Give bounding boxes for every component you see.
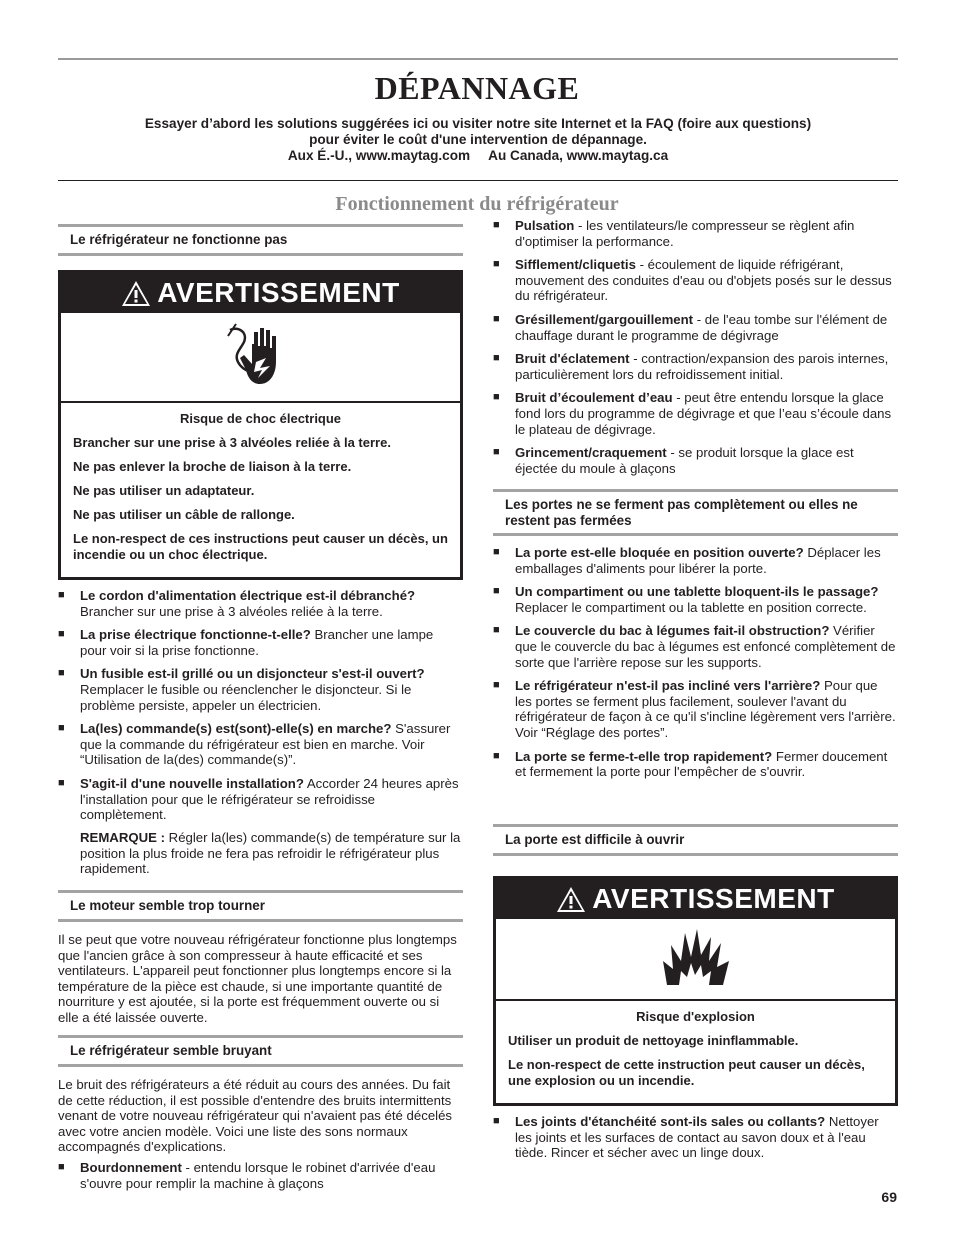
note-text: Régler la(les) commande(s) de température sur la position la plus froide ne fera pas refroidir le réfrigérateur plus rapidement. (80, 830, 461, 877)
list-item: ■ Bruit d’écoulement d’eau - peut être entendu lorsque la glace fond lors du programme de dégivrage et que l’eau s’écoule dans le plateau de dégivrage. (493, 390, 898, 437)
checklist-door-hard (493, 1114, 898, 1169)
intro-line-1: Essayer d’abord les solutions suggérées ici ou visiter notre site Internet et la FAQ (foire aux questions) (144, 116, 812, 131)
intro-line-2: pour éviter le coût d'une intervention de dépannage. (309, 131, 647, 147)
list-item: ■ Pulsation - les ventilateurs/le compresseur se règlent afin d'optimiser la performance. (493, 218, 898, 249)
page-number: 69 (881, 1189, 897, 1205)
paragraph-noisy: Le bruit des réfrigérateurs a été réduit au cours des années. Du fait de cette réduction, il est possible d'entendre des bruits intermittents venant de votre nouveau réfrigérateur qui n'avaient pas été décelés avec votre ancien modèle. Voici une liste des sons normaux accompagnés d'explications. (58, 1077, 453, 1155)
warning-line: Le non-respect de cette instruction peut causer un décès, une explosion ou un incendie. (508, 1057, 865, 1088)
warning-header (61, 273, 460, 313)
warning-triangle-icon (556, 886, 586, 913)
warning-line: Ne pas enlever la broche de liaison à la terre. (73, 459, 352, 474)
warning-box-explosion (493, 876, 898, 1106)
electric-shock-icon (61, 313, 460, 403)
warning-line: Utiliser un produit de nettoyage ininflammable. (508, 1033, 799, 1048)
paragraph-motor: Il se peut que votre nouveau réfrigérateur fonctionne plus longtemps que l'ancien grâce à son compresseur à haute efficacité et ses ventilateurs. L'appareil peut fonctionner plus longtemps encore si la température de la pièce est chaude, si une importante quantité de nourriture y est ajoutée, si la porte est fréquemment ouverte ou si elle a été laissée ouverte. (58, 932, 457, 1025)
list-item: ■ La porte est-elle bloquée en position ouverte? Déplacer les emballages d'aliments pour libérer la porte. (493, 545, 898, 576)
explosion-icon (496, 919, 895, 1001)
warning-body (61, 403, 460, 577)
note (80, 830, 463, 877)
warning-header (496, 879, 895, 919)
website-us: Aux É.-U., www.maytag.com (287, 147, 471, 163)
subheading-doors: Les portes ne se ferment pas complètement ou elles ne restent pas fermées (493, 489, 898, 536)
top-rule (58, 58, 898, 60)
list-item: ■ Grésillement/gargouillement - de l'eau tombe sur l'élément de chauffage durant le programme de dégivrage (493, 312, 898, 343)
warning-title: Risque d'explosion (636, 1009, 755, 1024)
warning-line: Ne pas utiliser un adaptateur. (73, 483, 255, 498)
list-item: ■ Le couvercle du bac à légumes fait-il obstruction? Vérifier que le couvercle du bac à légumes est enfoncé complètement de sorte que l'arrière repose sur les supports. (493, 623, 898, 670)
subheading-noisy: Le réfrigérateur semble bruyant (58, 1035, 463, 1067)
list-item: ■ Les joints d'étanchéité sont-ils sales ou collants? Nettoyer les joints et les surfaces de contact au savon doux et à l'eau tiède. Rincer et sécher avec un linge doux. (493, 1114, 898, 1161)
list-item: ■ Un compartiment ou une tablette bloquent-ils le passage? Replacer le compartiment ou la tablette en position correcte. (493, 584, 898, 615)
noise-list-right (493, 218, 898, 484)
warning-line: Le non-respect de ces instructions peut causer un décès, un incendie ou un choc électrique. (73, 531, 448, 562)
intro-websites (58, 148, 898, 164)
list-item: ■ Un fusible est-il grillé ou un disjoncteur s'est-il ouvert? Remplacer le fusible ou réenclencher le disjoncteur. Si le problème persiste, appeler un électricien. (58, 666, 463, 713)
list-item: ■ Bruit d'éclatement - contraction/expansion des parois internes, particulièrement lors du refroidissement initial. (493, 351, 898, 382)
intro-text (58, 116, 898, 163)
checklist-not-working (58, 588, 463, 831)
warning-header-label: AVERTISSEMENT (157, 277, 400, 309)
list-item: ■ S'agit-il d'une nouvelle installation? Accorder 24 heures après l'installation pour que le réfrigérateur se refroidisse complètement. (58, 776, 463, 823)
list-item: ■ Le réfrigérateur n'est-il pas incliné vers l'arrière? Pour que les portes se ferment plus facilement, soulever l'avant du réfrigérateur de façon à ce qu'il s'incline légèrement vers l'arrière. Voir “Réglage des portes”. (493, 678, 898, 740)
note-label: REMARQUE : (80, 830, 165, 845)
list-item: ■ La porte se ferme-t-elle trop rapidement? Fermer doucement et fermement la porte pour l'empêcher de s'ouvrir. (493, 749, 898, 780)
list-item: ■ Bourdonnement - entendu lorsque le robinet d'arrivée d'eau s'ouvre pour remplir la machine à glaçons (58, 1160, 463, 1191)
page-title: DÉPANNAGE (374, 70, 580, 106)
list-item: ■ La(les) commande(s) est(sont)-elle(s) en marche? S'assurer que la commande du réfrigérateur est bien en marche. Voir “Utilisation de la(des) commande(s)”. (58, 721, 463, 768)
website-canada: Au Canada, www.maytag.ca (488, 147, 669, 163)
section-title: Fonctionnement du réfrigérateur (335, 193, 619, 215)
warning-body (496, 1001, 895, 1103)
list-item: ■ Sifflement/cliquetis - écoulement de liquide réfrigérant, mouvement des conduites d'eau ou d'objets posés sur le dessus du réfrigérateur. (493, 257, 898, 304)
warning-triangle-icon (121, 280, 151, 307)
list-item: ■ Grincement/craquement - se produit lorsque la glace est éjectée du moule à glaçons (493, 445, 898, 476)
warning-header-label: AVERTISSEMENT (592, 883, 835, 915)
section-rule (58, 180, 898, 181)
checklist-doors (493, 545, 898, 788)
subheading-door-hard: La porte est difficile à ouvrir (493, 824, 898, 856)
warning-box-electric (58, 270, 463, 580)
list-item: ■ La prise électrique fonctionne-t-elle? Brancher une lampe pour voir si la prise fonctionne. (58, 627, 463, 658)
warning-line: Ne pas utiliser un câble de rallonge. (73, 507, 295, 522)
subheading-motor: Le moteur semble trop tourner (58, 890, 463, 922)
warning-line: Brancher sur une prise à 3 alvéoles reliée à la terre. (73, 435, 391, 450)
warning-title: Risque de choc électrique (179, 411, 342, 426)
noise-list-left (58, 1160, 463, 1199)
subheading-not-working: Le réfrigérateur ne fonctionne pas (58, 224, 463, 256)
list-item: ■ Le cordon d'alimentation électrique est-il débranché? Brancher sur une prise à 3 alvéoles reliée à la terre. (58, 588, 463, 619)
